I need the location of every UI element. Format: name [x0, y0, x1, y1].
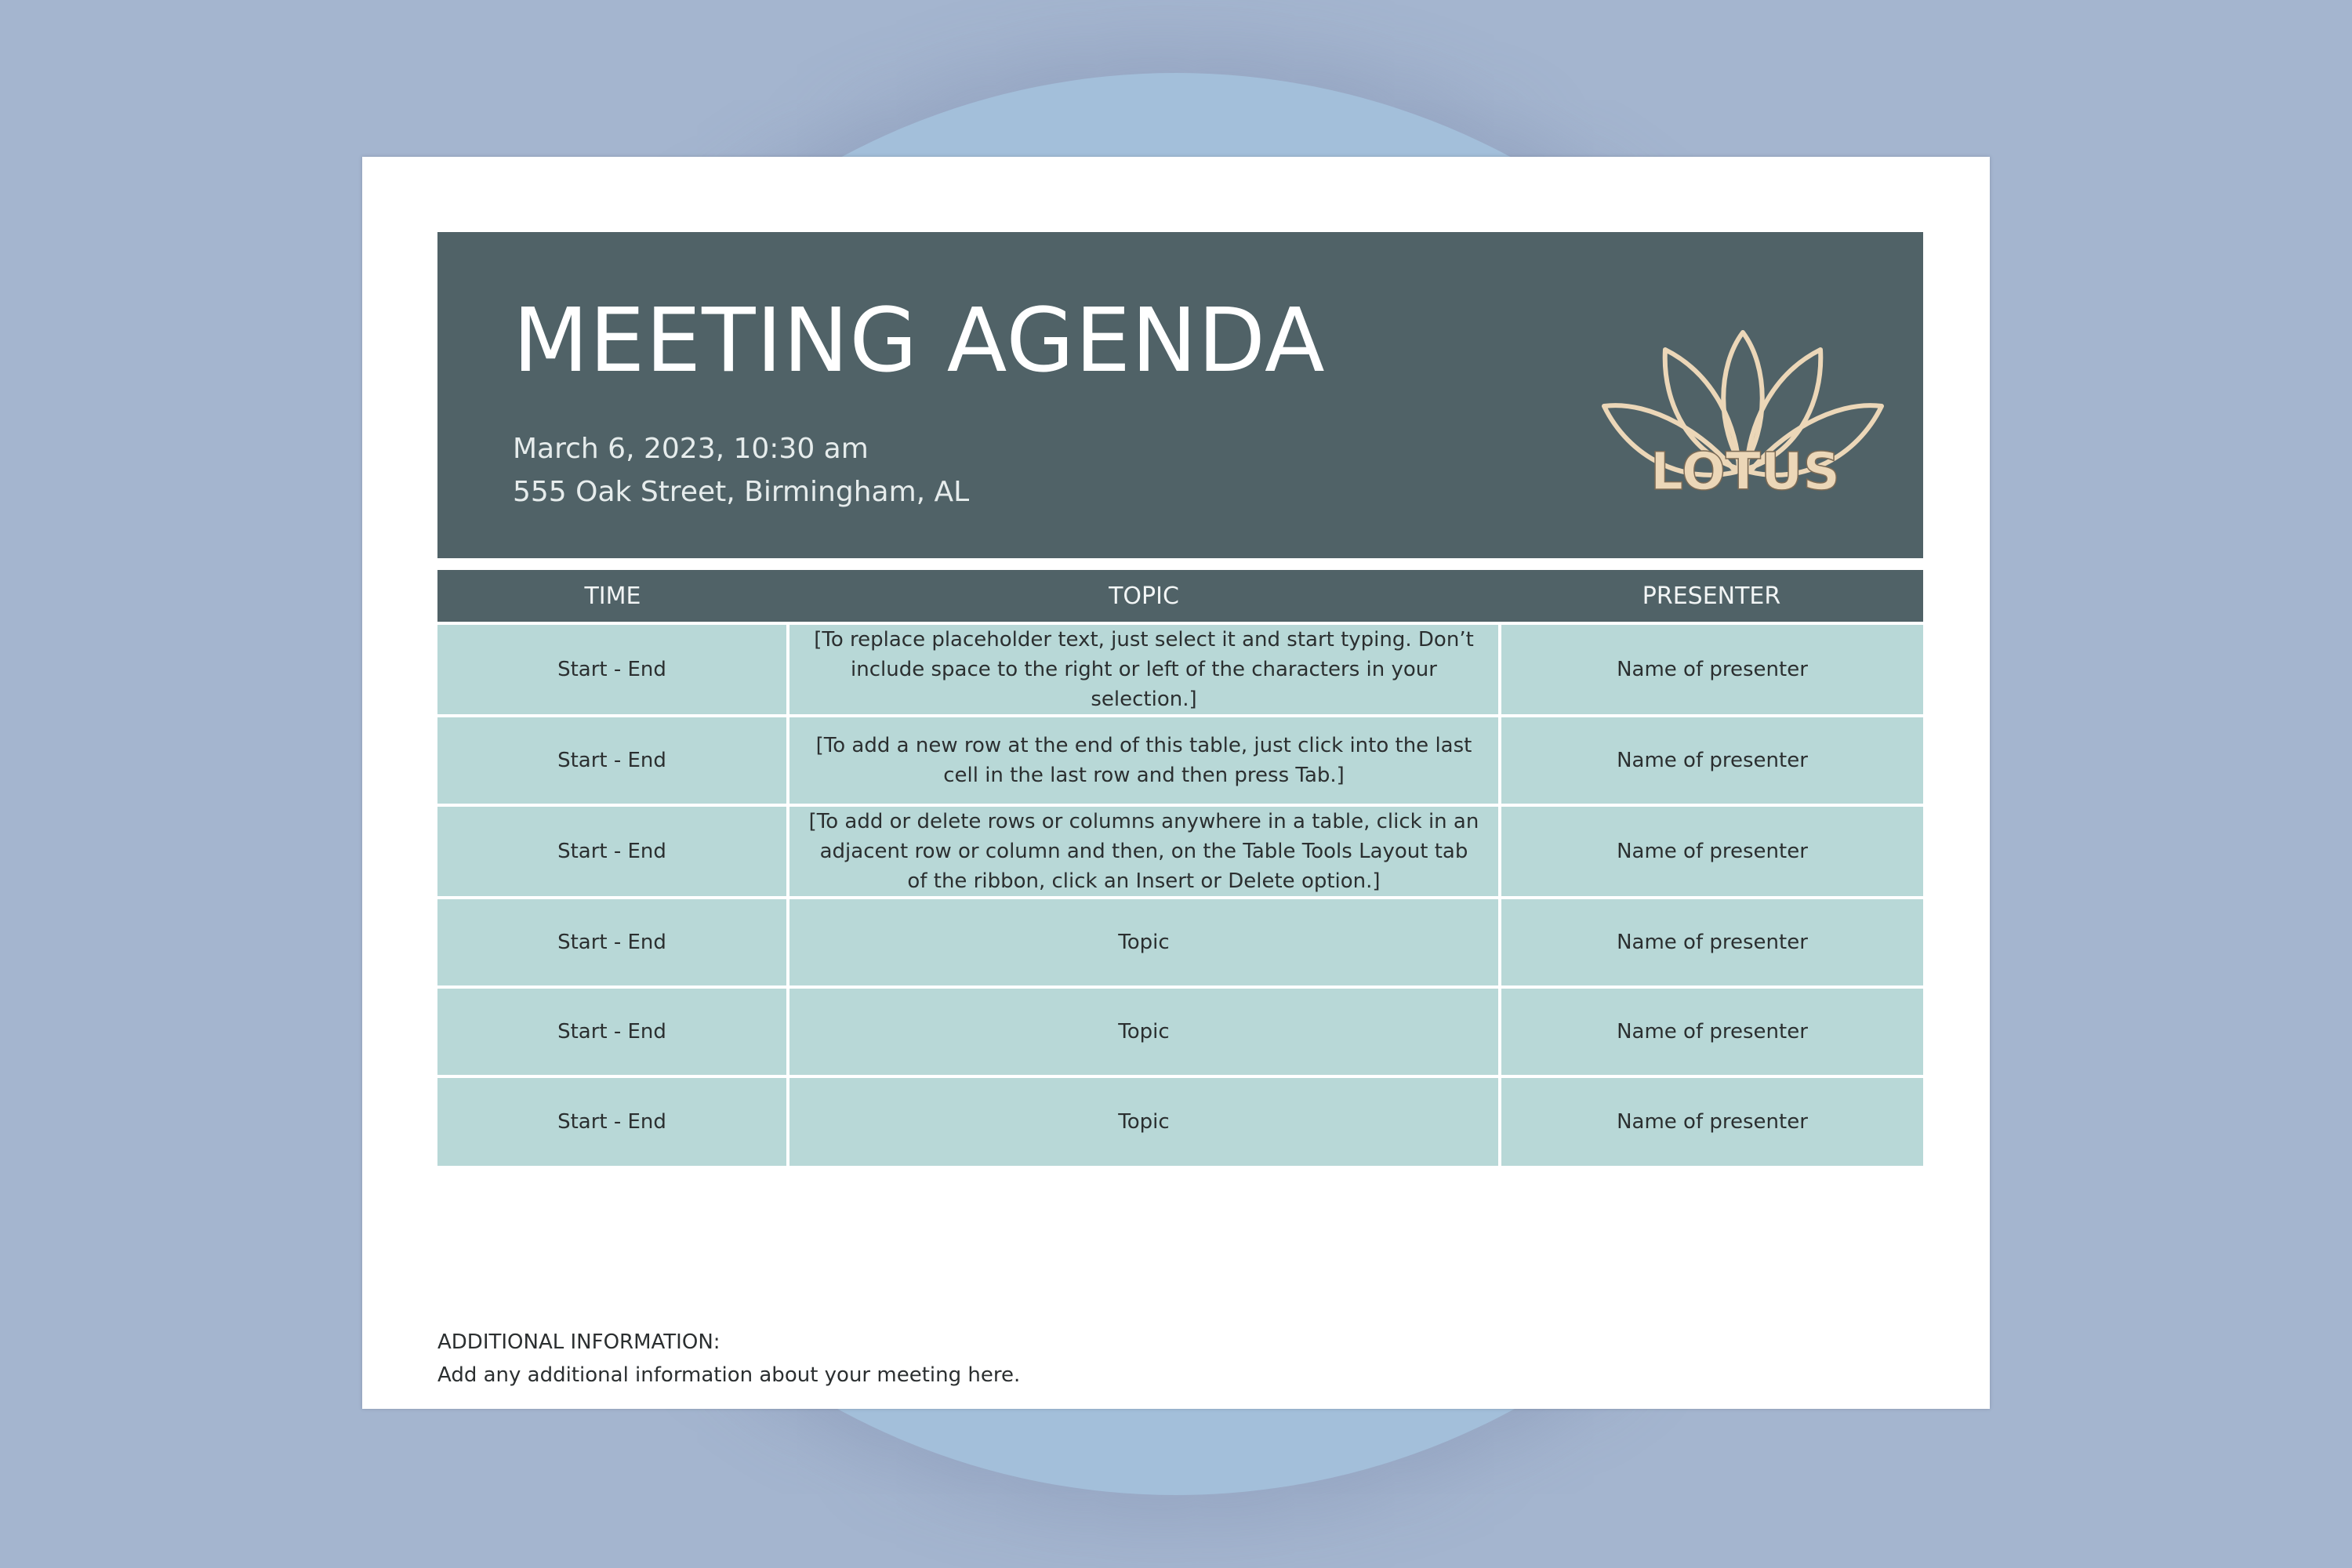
table-header-row — [437, 570, 1923, 623]
presenter-cell[interactable]: Name of presenter — [1500, 623, 1923, 716]
column-header-time: TIME — [437, 570, 788, 623]
topic-cell[interactable]: Topic — [788, 1076, 1500, 1166]
lotus-logo — [1598, 318, 1888, 506]
table-row — [437, 987, 1923, 1076]
topic-cell[interactable]: Topic — [788, 898, 1500, 987]
topic-cell[interactable]: [To add a new row at the end of this table, just click into the last cell in the last row and then press Tab.] — [788, 716, 1500, 805]
topic-cell[interactable]: [To add or delete rows or columns anywhere in a table, click in an adjacent row or column and then, on the Table Tools Layout tab of the ribbon, click an Insert or Delete option.] — [788, 805, 1500, 898]
presenter-cell[interactable]: Name of presenter — [1500, 898, 1923, 987]
time-cell[interactable]: Start - End — [437, 623, 788, 716]
time-cell[interactable]: Start - End — [437, 987, 788, 1076]
agenda-header — [437, 232, 1923, 558]
table-row — [437, 1076, 1923, 1166]
table-row — [437, 716, 1923, 805]
page-title[interactable]: MEETING AGENDA — [513, 290, 1326, 392]
additional-info-label[interactable]: ADDITIONAL INFORMATION: — [437, 1330, 720, 1354]
agenda-table — [437, 570, 1923, 1166]
document-page — [362, 157, 1990, 1409]
table-row — [437, 623, 1923, 716]
meeting-address[interactable]: 555 Oak Street, Birmingham, AL — [513, 476, 970, 508]
topic-cell[interactable]: [To replace placeholder text, just select it and start typing. Don’t include space to the right or left of the characters in your selection.] — [788, 623, 1500, 716]
time-cell[interactable]: Start - End — [437, 716, 788, 805]
additional-info-text[interactable]: Add any additional information about your meeting here. — [437, 1363, 1021, 1387]
logo-text: LOTUS — [1650, 441, 1840, 502]
time-cell[interactable]: Start - End — [437, 1076, 788, 1166]
presenter-cell[interactable]: Name of presenter — [1500, 805, 1923, 898]
time-cell[interactable]: Start - End — [437, 898, 788, 987]
presenter-cell[interactable]: Name of presenter — [1500, 716, 1923, 805]
column-header-presenter: PRESENTER — [1500, 570, 1923, 623]
presenter-cell[interactable]: Name of presenter — [1500, 1076, 1923, 1166]
column-header-topic: TOPIC — [788, 570, 1500, 623]
time-cell[interactable]: Start - End — [437, 805, 788, 898]
presenter-cell[interactable]: Name of presenter — [1500, 987, 1923, 1076]
table-row — [437, 898, 1923, 987]
topic-cell[interactable]: Topic — [788, 987, 1500, 1076]
table-row — [437, 805, 1923, 898]
meeting-date-time[interactable]: March 6, 2023, 10:30 am — [513, 433, 869, 465]
